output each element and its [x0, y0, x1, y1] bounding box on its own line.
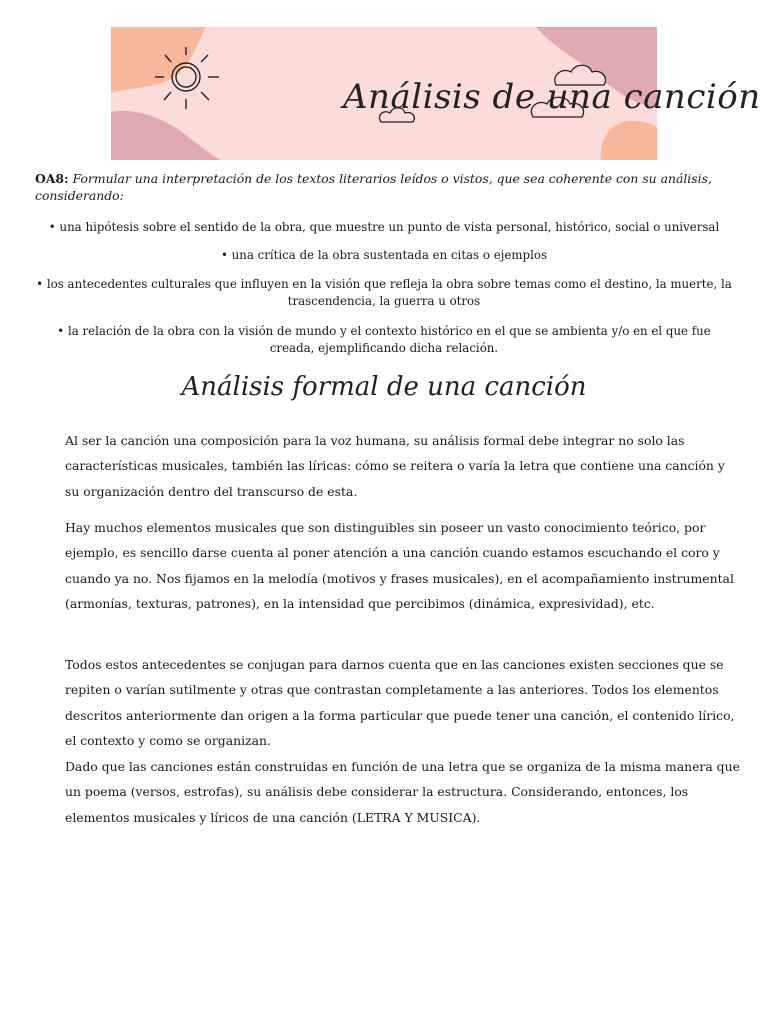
bullet-item: • los antecedentes culturales que influyen en la visión que refleja la obra sobre temas como el destino, la muerte, la trascendencia, la guerra u otros	[36, 277, 732, 308]
objective-text: Formular una interpretación de los textos literarios leídos o vistos, que sea coherente con su análisis, considerando:	[35, 171, 712, 203]
section-title: Análisis formal de una canción	[181, 372, 587, 402]
header-banner	[111, 27, 761, 160]
learning-objective	[35, 171, 735, 204]
bullet-item: • la relación de la obra con la visión de mundo y el contexto histórico en el que se ambienta y/o en el que fue creada, ejemplificando dicha relación.	[57, 324, 711, 355]
peach-blob-icon	[111, 27, 206, 93]
bullet-item: • una hipótesis sobre el sentido de la obra, que muestre un punto de vista personal, histórico, social o universal	[48, 220, 720, 234]
peach-blob-right-icon	[601, 121, 657, 160]
paragraph: Hay muchos elementos musicales que son distinguibles sin poseer un vasto conocimiento teórico, por ejemplo, es sencillo darse cuenta al poner atención a una canción cuando estamos escuchando el coro y cuando ya no. Nos fijamos en la melodía (motivos y frases musicales), en el acompañamiento instrumental (armonías, texturas, patrones), en la intensidad que percibimos (dinámica, expresividad), etc.	[65, 520, 734, 611]
banner-title: Análisis de una canción	[343, 77, 761, 117]
pink-blob-icon	[111, 111, 221, 160]
objective-code: OA8:	[35, 171, 69, 186]
paragraph: Todos estos antecedentes se conjugan para darnos cuenta que en las canciones existen secciones que se repiten o varían sutilmente y otras que contrastan completamente a las anteriores. Todos los elementos descritos anteriormente dan origen a la forma particular que puede tener una canción, el contenido lírico, el contexto y como se organizan.	[65, 657, 735, 748]
paragraph: Al ser la canción una composición para la voz humana, su análisis formal debe integrar no solo las características musicales, también las líricas: cómo se reitera o varía la letra que contiene una canción y su organización dentro del transcurso de esta.	[65, 433, 725, 499]
paragraph: Dado que las canciones están construidas en función de una letra que se organiza de la misma manera que un poema (versos, estrofas), su análisis debe considerar la estructura. Considerando, entonces, los elementos musicales y líricos de una canción (LETRA Y MUSICA).	[65, 759, 740, 825]
bullet-item: • una crítica de la obra sustentada en citas o ejemplos	[220, 248, 548, 262]
